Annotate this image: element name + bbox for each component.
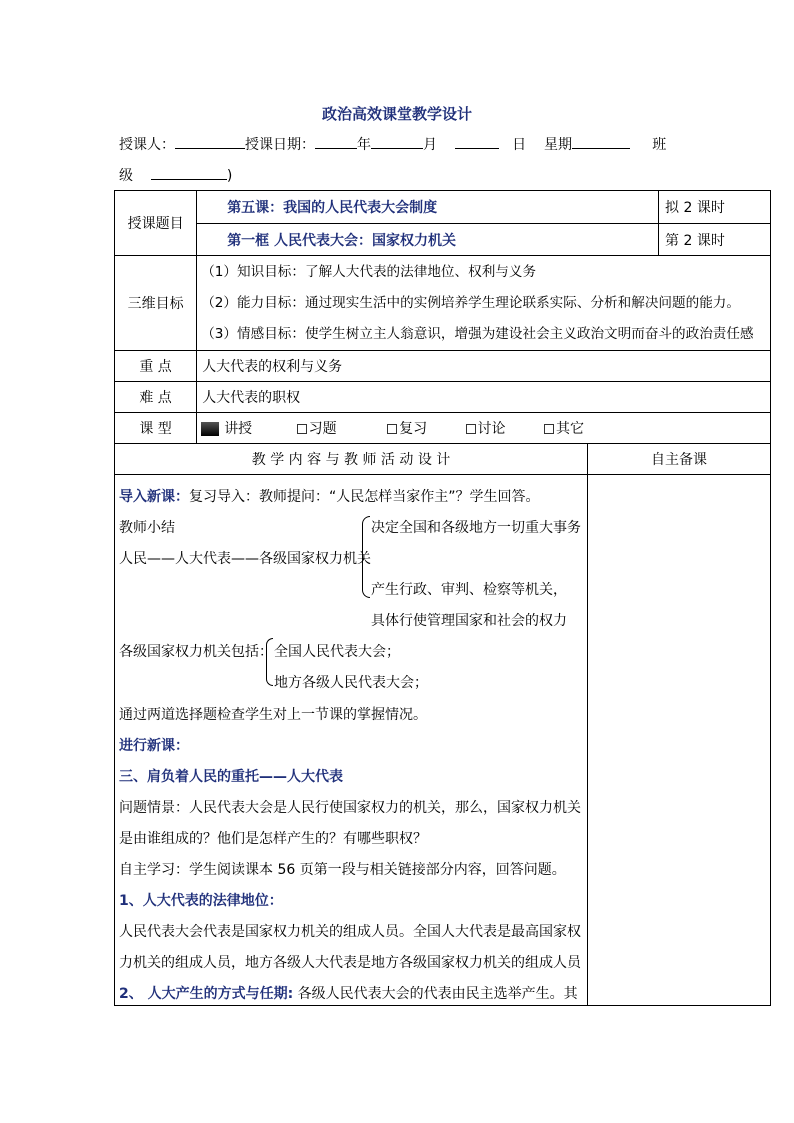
- teacher-summary: 教师小结: [119, 520, 175, 536]
- goal-ability: （2）能力目标：通过现实生活中的实例培养学生理论联系实际、分析和解决问题的能力。: [201, 294, 740, 311]
- class-label: 班: [652, 137, 667, 153]
- checked-box-icon: [201, 422, 219, 436]
- teacher-blank[interactable]: [175, 134, 245, 149]
- design-header: 教 学 内 容 与 教 师 活 动 设 计: [115, 444, 588, 475]
- point-2-line: [119, 983, 578, 1003]
- weekday-blank[interactable]: [572, 134, 630, 149]
- checkbox-icon: [387, 424, 397, 434]
- goals-list: [197, 256, 771, 351]
- type-review[interactable]: [387, 421, 427, 437]
- section-title: 第一框 人民代表大会：国家权力机关: [197, 224, 659, 256]
- intro-heading: 导入新课：: [119, 489, 189, 505]
- type-exercise-label: 习题: [308, 421, 337, 437]
- brace-icon: [266, 638, 273, 686]
- difficulty-label: 难 点: [115, 382, 197, 413]
- type-other-label: 其它: [556, 421, 584, 437]
- intro-text: 复习导入：教师提问：“人民怎样当家作主”？学生回答。: [189, 489, 540, 505]
- point-2-text: 各级人民代表大会的代表由民主选举产生。其: [293, 986, 578, 1002]
- organ-national: 全国人民代表大会；: [274, 644, 400, 660]
- question-line-2: 是由谁组成的？他们是怎样产生的？有哪些职权？: [119, 831, 427, 847]
- brace-icon: [362, 516, 370, 598]
- lesson-title: 第五课：我国的人民代表大会制度: [197, 191, 659, 224]
- checkbox-icon: [297, 424, 307, 434]
- goal-emotion: （3）情感目标：使学生树立主人翁意识，增强为建设社会主义政治文明而奋斗的政治责任感: [201, 325, 754, 342]
- organ-local: 地方各级人民代表大会；: [274, 675, 428, 691]
- point-2-number: 2、: [119, 986, 148, 1002]
- point-1-text-b: 力机关的组成人员，地方各级人大代表是地方各级国家权力机关的组成人员: [119, 955, 581, 971]
- topic-label: 授课题目: [115, 191, 197, 256]
- month-blank[interactable]: [371, 134, 423, 149]
- checkbox-icon: [544, 424, 554, 434]
- self-prep-header: 自主备课: [588, 444, 771, 475]
- branch-decide: 决定全国和各级地方一切重大事务: [371, 520, 581, 536]
- point-1-heading: 1、人大代表的法律地位：: [119, 893, 283, 909]
- weekday-label: 星期: [543, 137, 572, 153]
- type-discussion-label: 讨论: [477, 421, 506, 437]
- type-other[interactable]: [544, 421, 584, 437]
- class-blank[interactable]: [151, 165, 227, 180]
- point-2-heading: 人大产生的方式与任期:: [147, 986, 294, 1002]
- type-review-label: 复习: [399, 421, 428, 437]
- goals-label: 三维目标: [115, 256, 197, 351]
- checkbox-icon: [466, 424, 476, 434]
- self-prep-cell[interactable]: [588, 475, 771, 1006]
- type-options: [197, 413, 771, 444]
- header-line-1: [119, 134, 666, 154]
- intro-line: [119, 486, 540, 506]
- close-paren: ): [226, 168, 233, 184]
- year-blank[interactable]: [315, 134, 357, 149]
- self-study-line: 自主学习：学生阅读课本 56 页第一段与相关链接部分内容，回答问题。: [119, 862, 566, 878]
- header-line-2: [119, 165, 232, 185]
- type-exercise[interactable]: [297, 421, 337, 437]
- date-label: 授课日期：: [245, 137, 315, 153]
- document-title: 政治高效课堂教学设计: [321, 105, 472, 123]
- day-blank[interactable]: [455, 134, 499, 149]
- type-discussion[interactable]: [466, 421, 506, 437]
- nth-hour: 第 2 课时: [659, 224, 771, 256]
- chain-line: 人民——人大代表——各级国家权力机关: [119, 551, 371, 567]
- type-label: 课 型: [115, 413, 197, 444]
- review-line: 通过两道选择题检查学生对上一节课的掌握情况。: [119, 707, 427, 723]
- design-content: [114, 476, 587, 1007]
- goal-knowledge: （1）知识目标：了解人大代表的法律地位、权利与义务: [201, 263, 537, 280]
- type-lecture-label: 讲授: [224, 421, 253, 437]
- section-3-heading: 三、肩负着人民的重托——人大代表: [119, 769, 343, 785]
- class-label-2: 级: [119, 168, 133, 184]
- month-label: 月: [423, 137, 437, 153]
- focus-value: 人大代表的权利与义务: [197, 351, 771, 382]
- point-1-text-a: 人民代表大会代表是国家权力机关的组成人员。全国人大代表是最高国家权: [119, 924, 581, 940]
- organs-line: 各级国家权力机关包括：: [119, 644, 273, 660]
- new-lesson-heading: 进行新课：: [119, 738, 189, 754]
- difficulty-value: 人大代表的职权: [197, 382, 771, 413]
- focus-label: 重 点: [115, 351, 197, 382]
- teacher-label: 授课人：: [119, 137, 175, 153]
- branch-produce: 产生行政、审判、检察等机关，: [371, 582, 567, 598]
- branch-exercise: 具体行使管理国家和社会的权力: [371, 613, 567, 629]
- planned-hours: 拟 2 课时: [659, 191, 771, 224]
- type-lecture[interactable]: [201, 421, 252, 437]
- year-label: 年: [357, 137, 371, 153]
- question-line-1: 问题情景：人民代表大会是人民行使国家权力的机关，那么，国家权力机关: [119, 800, 581, 816]
- day-label: 日: [512, 137, 527, 153]
